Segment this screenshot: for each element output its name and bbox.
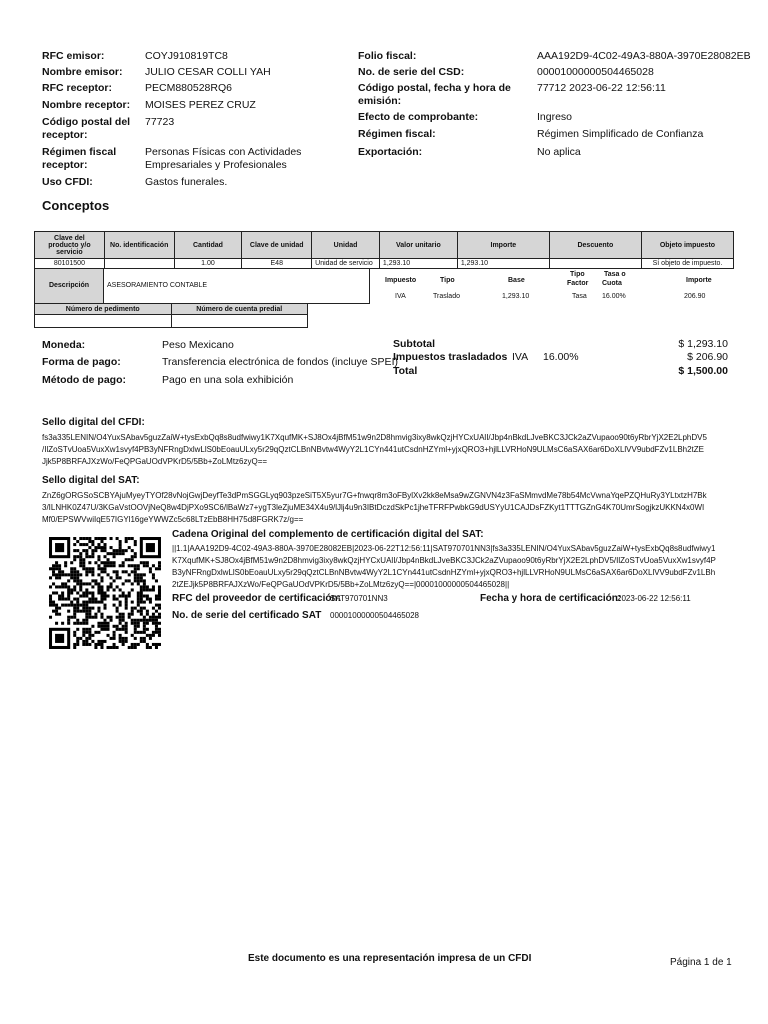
nombre-emisor-label: Nombre emisor: (42, 66, 123, 78)
exportacion-label: Exportación: (358, 146, 423, 158)
nombre-receptor-value: MOISES PEREZ CRUZ (145, 99, 256, 111)
metodo-pago-label: Método de pago: (42, 374, 126, 386)
sello-cfdi-line-1: fs3a335LENIN/O4YuxSAbav5guzZaiW+tysExbQq8s8udfwiwy1K7XqufMK+SJ8Ox4jBfM51w9n2D8hmvig3ixy8wkQzjHYCxUAlI/Jbp4nBkdLJveBKC3JCk2aZVupaoo90t6yRbrYjX2E2LphDV5 (42, 433, 707, 442)
sello-sat-label: Sello digital del SAT: (42, 475, 140, 486)
cp-receptor-label-2: receptor: (42, 129, 88, 141)
descripcion-value: ASESORAMIENTO CONTABLE (107, 282, 208, 289)
col-no-identificacion: No. identificación (104, 232, 174, 259)
cell-importe: 1,293.10 (457, 259, 549, 269)
nombre-receptor-label: Nombre receptor: (42, 99, 131, 111)
moneda-label: Moneda: (42, 339, 86, 351)
cadena-original-line-4: 2tZEJjk5P8BRFAJXzWo/FeQPGaUOdVPKrD5/5Bb+ZoLMtz6zyQ==|00001000000504465028|| (172, 580, 510, 589)
conceptos-header-row (35, 232, 734, 259)
impuestos-tasa: 16.00% (543, 351, 579, 363)
uso-cfdi-label: Uso CFDI: (42, 176, 93, 188)
cp-fecha-label-1: Código postal, fecha y hora de (358, 82, 511, 94)
col-unidad: Unidad (312, 232, 380, 259)
cell-unidad: Unidad de servicio (312, 259, 380, 269)
imp-header-impuesto: Impuesto (385, 277, 417, 284)
imp-cell-tipo: Traslado (433, 293, 460, 300)
rfc-emisor-value: COYJ910819TC8 (145, 50, 228, 62)
impuestos-tipo: IVA (512, 351, 529, 363)
cadena-original-line-3: B3yNFRngDxlwLlS0bEoauULxy5r29qQztCLBnNBvtw4WyY2L1CYn441utCsdnHZYml+yjxQRO3+hjlLLVRHoN9ULMsC6aSAX6ar6DoXLlVV9ubdFZv1LBh (172, 568, 716, 577)
sello-sat-line-2: 3/ILNHK0Z47U/3KGaVstOOVjNeQ8w4DjPXo9SC6/lBaWz7+ygT3leZjuME34X4u9/lJlj4u9n3IBtDczdSkPc1jheTFRFPwbkG9dUSYyU1CAJDsFZKyt1TTTGZnG4K70UmrSogjkzUKKN4x0WI (42, 503, 705, 512)
cp-fecha-value: 77712 2023-06-22 12:56:11 (537, 82, 666, 94)
imp-header-base: Base (508, 277, 525, 284)
imp-header-tipo-factor-2: Factor (567, 280, 589, 287)
table-row (35, 259, 734, 269)
regimen-receptor-label-1: Régimen fiscal (42, 146, 117, 158)
serie-sat-value: 00001000000504465028 (330, 611, 419, 620)
regimen-fiscal-label: Régimen fiscal: (358, 128, 436, 140)
sello-cfdi-label: Sello digital del CFDI: (42, 417, 145, 428)
col-clave-producto: Clave del producto y/o servicio (35, 232, 105, 259)
efecto-value: Ingreso (537, 111, 573, 123)
rfc-receptor-label: RFC receptor: (42, 82, 113, 94)
sello-cfdi-line-3: Jjk5P8BRFAJXzWo/FeQPGaUOdVPKrD5/5Bb+ZoLMtz6zyQ== (42, 457, 268, 466)
imp-header-tipo: Tipo (440, 277, 455, 284)
regimen-receptor-value-1: Personas Físicas con Actividades (145, 146, 302, 158)
cell-no-identificacion (104, 259, 174, 269)
imp-header-tasa-2: Cuota (602, 280, 622, 287)
cp-receptor-label-1: Código postal del (42, 116, 131, 128)
cell-clave-producto: 80101500 (35, 259, 105, 269)
serie-csd-label: No. de serie del CSD: (358, 66, 465, 78)
sello-sat-line-1: ZnZ6gORGSoSCBYAjuMyeyTYOf28vNojGwjDeyfTe3dPmSGGLyq903pzeSiT5X5yur7G+fnwqr8m3oFBylXv2kk8eMsa9wZGNVN4z3FaSMmvdMe78b54McVwnaYqePZQHuRy3YLtxtzH7Bk (42, 491, 707, 500)
cell-valor-unitario: 1,293.10 (379, 259, 457, 269)
regimen-fiscal-value: Régimen Simplificado de Confianza (537, 128, 704, 140)
cell-descuento (549, 259, 641, 269)
cuenta-predial-value (171, 315, 307, 328)
qr-code-icon (49, 537, 161, 649)
descripcion-label: Descripción (35, 269, 104, 303)
footer-leyenda: Este documento es una representación impresa de un CFDI (248, 953, 532, 964)
cadena-original-line-2: K7XqufMK+SJ8Ox4jBfM51w9n2D8hmvig3ixy8wkQzjHYCxUAlI/Jbp4nBkdLJveBKC3JCk2aZVupaoo90t6yRbrYjX2E2LphDV5/IlZoSTvUoa5VuxXw1svyf4P (172, 556, 716, 565)
regimen-receptor-label-2: receptor: (42, 159, 88, 171)
exportacion-value: No aplica (537, 146, 581, 158)
conceptos-table (34, 231, 734, 269)
sello-sat-line-3: Mf0/EPSWVwiIqE57IGYl16geYWWZc5c68LTzEbB8HH75d8FGRK7z/g== (42, 515, 304, 524)
rfc-proveedor-label: RFC del proveedor de certificación: (172, 593, 341, 604)
folio-fiscal-value: AAA192D9-4C02-49A3-880A-3970E28082EB (537, 50, 751, 62)
conceptos-title: Conceptos (42, 198, 110, 213)
fecha-certificacion-value: 2023-06-22 12:56:11 (617, 594, 691, 603)
serie-csd-value: 00001000000504465028 (537, 66, 654, 78)
cell-clave-unidad: E48 (242, 259, 312, 269)
cell-objeto-impuesto: Sí objeto de impuesto. (641, 259, 733, 269)
subtotal-value: $ 1,293.10 (678, 338, 728, 350)
col-descuento: Descuento (549, 232, 641, 259)
rfc-receptor-value: PECM880528RQ6 (145, 82, 232, 94)
footer-pagina: Página 1 de 1 (670, 957, 732, 968)
regimen-receptor-value-2: Empresariales y Profesionales (145, 159, 287, 171)
pedimento-value (35, 315, 172, 328)
impuestos-value: $ 206.90 (687, 351, 728, 363)
metodo-pago-value: Pago en una sola exhibición (162, 374, 294, 386)
cuenta-predial-label: Número de cuenta predial (171, 304, 307, 315)
serie-sat-label: No. de serie del certificado SAT (172, 610, 322, 621)
pedimento-label: Número de pedimento (35, 304, 172, 315)
fecha-certificacion-label: Fecha y hora de certificación: (480, 593, 622, 604)
nombre-emisor-value: JULIO CESAR COLLI YAH (145, 66, 271, 78)
imp-cell-importe: 206.90 (684, 293, 706, 300)
pedimento-table (34, 303, 308, 328)
folio-fiscal-label: Folio fiscal: (358, 50, 417, 62)
impuestos-detalle (370, 268, 734, 302)
col-objeto-impuesto: Objeto impuesto (641, 232, 733, 259)
col-valor-unitario: Valor unitario (379, 232, 457, 259)
imp-header-tipo-factor-1: Tipo (570, 271, 585, 278)
imp-cell-tipo-factor: Tasa (572, 293, 587, 300)
cell-cantidad: 1.00 (174, 259, 242, 269)
descripcion-box (34, 268, 370, 304)
col-importe: Importe (457, 232, 549, 259)
cp-fecha-label-2: emisión: (358, 95, 402, 107)
rfc-emisor-label: RFC emisor: (42, 50, 105, 62)
subtotal-label: Subtotal (393, 338, 435, 350)
forma-pago-label: Forma de pago: (42, 356, 121, 368)
cadena-original-line-1: ||1.1|AAA192D9-4C02-49A3-880A-3970E28082EB|2023-06-22T12:56:11|SAT970701NN3|fs3a335LENIN/O4YuxSAbav5guzZaiW+tysExbQq8s8udfwiwy1 (172, 544, 716, 553)
uso-cfdi-value: Gastos funerales. (145, 176, 228, 188)
total-label: Total (393, 365, 418, 377)
col-clave-unidad: Clave de unidad (242, 232, 312, 259)
imp-cell-tasa: 16.00% (602, 293, 626, 300)
cadena-original-label: Cadena Original del complemento de certificación digital del SAT: (172, 529, 484, 540)
imp-cell-impuesto: IVA (395, 293, 406, 300)
col-cantidad: Cantidad (174, 232, 242, 259)
impuestos-label: Impuestos trasladados (393, 351, 508, 363)
cp-receptor-value: 77723 (145, 116, 175, 128)
forma-pago-value: Transferencia electrónica de fondos (incluye SPEI) (162, 356, 398, 368)
imp-header-importe: Importe (686, 277, 712, 284)
moneda-value: Peso Mexicano (162, 339, 234, 351)
efecto-label: Efecto de comprobante: (358, 111, 479, 123)
imp-header-tasa-1: Tasa o (604, 271, 626, 278)
imp-cell-base: 1,293.10 (502, 293, 530, 300)
total-value: $ 1,500.00 (678, 365, 728, 377)
rfc-proveedor-value: SAT970701NN3 (330, 594, 388, 603)
sello-cfdi-line-2: /IlZoSTvUoa5VuxXw1svyf4PB3yNFRngDxlwLlS0bEoauULxy5r29qQztCLBnNBvtw4WyY2L1CYn441utCsdnHZYml+yjxQRO3+hjlLLVRHoN9ULMsC6aSAX6ar6DoXLlVV9ubdFZv1LBh2tZE (42, 445, 704, 454)
